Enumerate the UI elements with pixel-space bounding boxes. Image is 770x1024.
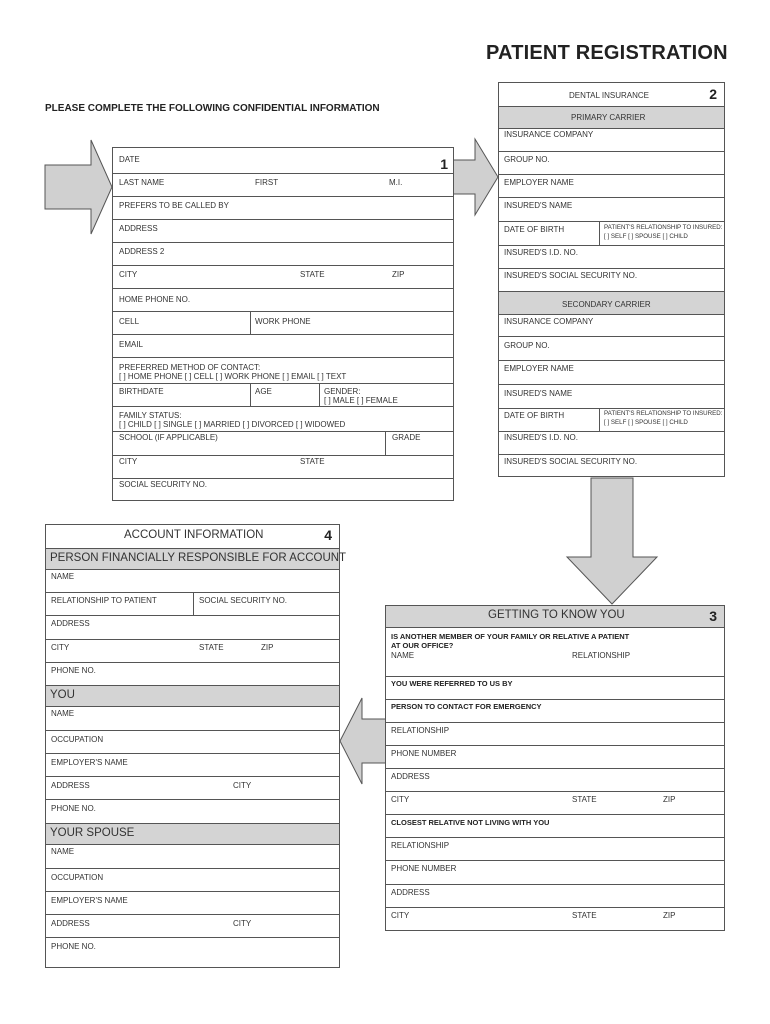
name-label: NAME [51,709,75,718]
mi-label: M.I. [389,178,403,187]
secondary-employer-row[interactable] [499,361,724,385]
state2-label: STATE [300,457,325,466]
insurance-heading [499,83,724,107]
closest-relationship-row[interactable] [386,838,724,861]
primary-employer-row[interactable] [499,175,724,198]
primary-dob-row[interactable] [499,222,724,246]
school-row[interactable] [113,432,453,456]
spouse-label: YOUR SPOUSE [50,827,135,839]
city-row[interactable] [113,266,453,289]
primary-company-row[interactable] [499,129,724,152]
zip-label: ZIP [261,643,274,652]
family-status-label: FAMILY STATUS: [119,411,182,420]
patient-info-section [112,147,454,501]
insureds-name-label: INSURED'S NAME [504,201,573,210]
dental-insurance-section [498,82,725,477]
account-heading [46,525,339,549]
relationship-label: RELATIONSHIP [391,726,450,735]
cell-row[interactable] [113,312,453,335]
family-question-line2: AT OUR OFFICE? [391,641,454,650]
phone-label: PHONE NO. [51,942,96,951]
birthdate-label: BIRTHDATE [119,387,164,396]
phone-number-label: PHONE NUMBER [391,749,457,758]
closest-address-row[interactable] [386,885,724,908]
ssn-row[interactable] [113,479,453,502]
insured-id-label: INSURED'S I.D. NO. [504,248,578,257]
name-label: NAME [391,651,415,660]
you-employer-row[interactable] [46,754,339,777]
gender-options[interactable]: [ ] MALE [ ] FEMALE [324,396,398,405]
address-row[interactable] [113,220,453,243]
address2-label: ADDRESS 2 [119,247,165,256]
secondary-id-row[interactable] [499,432,724,455]
home-phone-label: HOME PHONE NO. [119,295,191,304]
family-member-row[interactable] [386,628,724,677]
emergency-address-row[interactable] [386,769,724,792]
address-label: ADDRESS [391,772,430,781]
zip-label: ZIP [392,270,405,279]
state-label: STATE [199,643,224,652]
instruction-text: PLEASE COMPLETE THE FOLLOWING CONFIDENTIAL INFORMATION [45,103,380,114]
spouse-address-row[interactable] [46,915,339,938]
employer-name-label: EMPLOYER NAME [504,364,574,373]
arrow-right-icon [453,138,499,216]
primary-group-row[interactable] [499,152,724,175]
email-row[interactable] [113,335,453,358]
dob-label: DATE OF BIRTH [504,411,565,420]
primary-insured-row[interactable] [499,198,724,222]
you-label: YOU [50,689,75,701]
address2-row[interactable] [113,243,453,266]
city-label: CITY [233,919,252,928]
name-label: NAME [51,572,75,581]
insureds-name-label: INSURED'S NAME [504,389,573,398]
primary-id-row[interactable] [499,246,724,269]
age-label: AGE [255,387,272,396]
address-label: ADDRESS [391,888,430,897]
insurance-company-label: INSURANCE COMPANY [504,317,594,326]
emergency-label: PERSON TO CONTACT FOR EMERGENCY [391,702,542,711]
family-question-line1: IS ANOTHER MEMBER OF YOUR FAMILY OR RELATIVE A PATIENT [391,632,630,641]
name-label: NAME [51,847,75,856]
city-label: CITY [51,643,70,652]
group-no-label: GROUP NO. [504,155,550,164]
section3-heading [386,606,724,628]
address-label: ADDRESS [119,224,158,233]
relationship-label: RELATIONSHIP [391,841,450,850]
arrow-down-icon [566,477,658,605]
occupation-label: OCCUPATION [51,735,104,744]
closest-phone-row[interactable] [386,861,724,885]
closest-relative-row[interactable] [386,815,724,838]
occupation-label: OCCUPATION [51,873,104,882]
employer-label: EMPLOYER'S NAME [51,896,128,905]
you-name-row[interactable] [46,707,339,731]
ssn-label: SOCIAL SECURITY NO. [119,480,208,489]
grade-label: GRADE [392,433,421,442]
family-status-row[interactable] [113,407,453,432]
primary-ssn-row[interactable] [499,269,724,292]
resp-address-row[interactable] [46,616,339,640]
closest-city-row[interactable] [386,908,724,932]
city-label: CITY [119,270,138,279]
secondary-carrier-header [499,292,724,315]
email-label: EMAIL [119,340,144,349]
resp-relationship-row[interactable] [46,593,339,616]
employer-name-label: EMPLOYER NAME [504,178,574,187]
prefers-label: PREFERS TO BE CALLED BY [119,201,229,210]
emergency-row[interactable] [386,700,724,723]
spouse-phone-row[interactable] [46,938,339,969]
relationship-options[interactable]: [ ] SELF [ ] SPOUSE [ ] CHILD [604,233,688,240]
group-no-label: GROUP NO. [504,341,550,350]
city-label: CITY [391,795,410,804]
secondary-ssn-row[interactable] [499,455,724,478]
spouse-occupation-row[interactable] [46,869,339,892]
account-heading-label: ACCOUNT INFORMATION [124,529,264,541]
city-label: CITY [391,911,410,920]
relationship-label: PATIENT'S RELATIONSHIP TO INSURED: [604,224,723,231]
cell-label: CELL [119,317,140,326]
you-phone-row[interactable] [46,800,339,824]
arrow-right-icon [44,139,114,235]
account-information-section [45,524,347,968]
insurance-heading-label: DENTAL INSURANCE [569,91,650,100]
secondary-carrier-label: SECONDARY CARRIER [562,300,651,309]
resp-name-row[interactable] [46,570,339,593]
emergency-city-row[interactable] [386,792,724,815]
primary-carrier-label: PRIMARY CARRIER [571,113,646,122]
address-label: ADDRESS [51,619,90,628]
relationship-label: PATIENT'S RELATIONSHIP TO INSURED: [604,410,723,417]
resp-phone-row[interactable] [46,663,339,686]
secondary-company-row[interactable] [499,315,724,337]
contact-options[interactable]: [ ] HOME PHONE [ ] CELL [ ] WORK PHONE [ ] EMAIL [ ] TEXT [119,372,347,381]
date-label: DATE [119,155,140,164]
secondary-group-row[interactable] [499,337,724,361]
secondary-dob-row[interactable] [499,409,724,432]
date-row[interactable] [113,148,453,174]
city2-row[interactable] [113,456,453,479]
phone-number-label: PHONE NUMBER [391,864,457,873]
employer-label: EMPLOYER'S NAME [51,758,128,767]
address-label: ADDRESS [51,781,90,790]
school-label: SCHOOL (IF APPLICABLE) [119,433,218,442]
section-number: 3 [709,608,717,624]
home-phone-row[interactable] [113,289,453,312]
insurance-company-label: INSURANCE COMPANY [504,130,594,139]
section-number: 4 [324,527,332,543]
responsible-label: PERSON FINANCIALLY RESPONSIBLE FOR ACCOUNT [50,552,347,564]
state-label: STATE [300,270,325,279]
contact-row[interactable] [113,358,453,384]
section3-heading-label: GETTING TO KNOW YOU [488,609,625,621]
insured-ssn-label: INSURED'S SOCIAL SECURITY NO. [504,457,638,466]
you-header [46,686,339,707]
emergency-phone-row[interactable] [386,746,724,769]
section-number: 2 [709,86,717,102]
address-label: ADDRESS [51,919,90,928]
relationship-label: RELATIONSHIP TO PATIENT [51,596,157,605]
resp-city-row[interactable] [46,640,339,663]
zip-label: ZIP [663,911,676,920]
responsible-header [46,549,347,570]
name-row[interactable] [113,174,453,197]
emergency-relationship-row[interactable] [386,723,724,746]
insured-id-label: INSURED'S I.D. NO. [504,433,578,442]
state-label: STATE [572,795,597,804]
family-status-options[interactable]: [ ] CHILD [ ] SINGLE [ ] MARRIED [ ] DIVORCED [ ] WIDOWED [119,420,346,429]
birthdate-row[interactable] [113,384,453,407]
state-label: STATE [572,911,597,920]
city2-label: CITY [119,457,138,466]
phone-label: PHONE NO. [51,804,96,813]
dob-label: DATE OF BIRTH [504,225,565,234]
first-name-label: FIRST [255,178,279,187]
last-name-label: LAST NAME [119,178,165,187]
insured-ssn-label: INSURED'S SOCIAL SECURITY NO. [504,271,638,280]
gender-label: GENDER: [324,387,361,396]
referred-label: YOU WERE REFERRED TO US BY [391,679,513,688]
closest-relative-label: CLOSEST RELATIVE NOT LIVING WITH YOU [391,818,550,827]
getting-to-know-you-section [385,605,725,931]
page-title: PATIENT REGISTRATION [486,42,728,64]
section-number: 1 [440,156,448,172]
work-phone-label: WORK PHONE [255,317,311,326]
spouse-employer-row[interactable] [46,892,339,915]
primary-carrier-header [499,107,724,129]
zip-label: ZIP [663,795,676,804]
referred-row[interactable] [386,677,724,700]
you-occupation-row[interactable] [46,731,339,754]
ssn-label: SOCIAL SECURITY NO. [199,596,288,605]
phone-label: PHONE NO. [51,666,96,675]
relationship-label: RELATIONSHIP [572,651,631,660]
prefers-row[interactable] [113,197,453,220]
relationship-options[interactable]: [ ] SELF [ ] SPOUSE [ ] CHILD [604,419,688,426]
you-address-row[interactable] [46,777,339,800]
secondary-insured-row[interactable] [499,385,724,409]
contact-label: PREFERRED METHOD OF CONTACT: [119,363,261,372]
arrow-left-icon [339,697,387,785]
spouse-name-row[interactable] [46,845,339,869]
city-label: CITY [233,781,252,790]
spouse-header [46,824,339,845]
